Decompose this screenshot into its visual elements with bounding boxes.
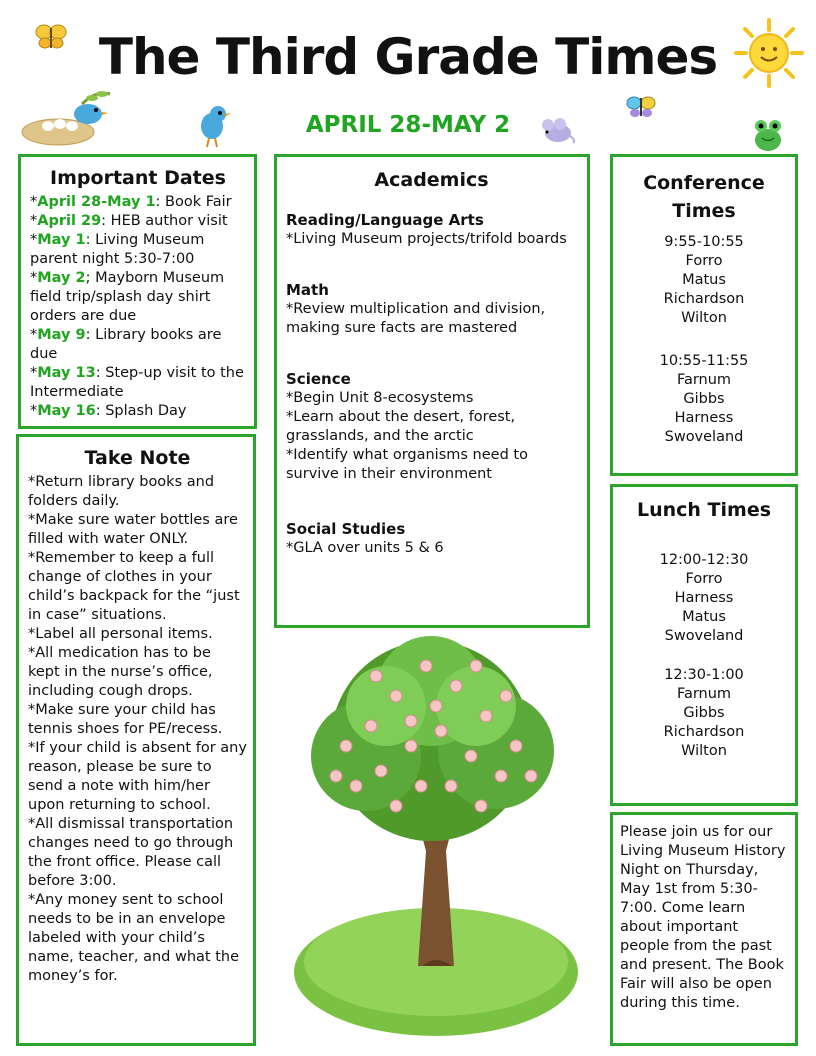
date-item: *May 16: Splash Day <box>30 403 187 419</box>
slot-name: Wilton <box>681 743 727 759</box>
date-item: *May 1: Living Museum parent night 5:30-7:00 <box>30 232 205 267</box>
important-dates-heading: Important Dates <box>50 167 226 189</box>
date-item: *May 2; Mayborn Museum field trip/splash day shirt orders are due <box>30 270 225 324</box>
slot-time: 10:55-11:55 <box>659 353 749 369</box>
lunch-times-box <box>610 484 798 806</box>
important-dates-list <box>30 193 246 421</box>
slot-name: Matus <box>682 609 726 625</box>
slot-name: Forro <box>685 253 723 269</box>
slot-name: Farnum <box>676 686 732 702</box>
announcement-box <box>610 812 798 1046</box>
announcement-text: Please join us for our Living Museum History Night on Thursday, May 1st from 5:30-7:00. Come learn about important people from the past and present. The Book Fair will also be open during this time. <box>620 824 786 1011</box>
date-range: APRIL 28-MAY 2 <box>305 112 511 138</box>
academics-heading: Academics <box>374 169 489 191</box>
note-item: *Make sure your child has tennis shoes for PE/recess. <box>28 702 223 737</box>
note-item: *Return library books and folders daily. <box>28 474 215 509</box>
note-item: *If your child is absent for any reason, please be sure to send a note with him/her upon returning to school. <box>28 740 247 813</box>
social-studies-line: *GLA over units 5 & 6 <box>286 540 444 556</box>
slot-name: Matus <box>682 272 726 288</box>
slot-name: Forro <box>685 571 723 587</box>
conference-heading: Conference Times <box>643 172 765 222</box>
slot-name: Gibbs <box>683 705 725 721</box>
lunch-heading: Lunch Times <box>636 499 772 521</box>
lunch-slot <box>617 666 791 761</box>
slot-name: Farnum <box>676 372 732 388</box>
science-heading: Science <box>286 370 351 388</box>
note-item: *Make sure water bottles are filled with water ONLY. <box>28 512 238 547</box>
date-item: *May 13: Step-up visit to the Intermediate <box>30 365 244 400</box>
note-item: *All medication has to be kept in the nurse’s office, including cough drops. <box>28 645 213 699</box>
note-item: *All dismissal transportation changes need to go through the front office. Please call before 3:00. <box>28 816 234 889</box>
slot-name: Harness <box>674 590 734 606</box>
slot-name: Harness <box>674 410 734 426</box>
academics-box <box>274 154 590 628</box>
important-dates-box <box>18 154 257 429</box>
take-note-box <box>16 434 256 1046</box>
math-heading: Math <box>286 281 329 299</box>
slot-name: Gibbs <box>683 391 725 407</box>
slot-time: 12:30-1:00 <box>664 667 744 683</box>
note-item: *Remember to keep a full change of clothes in your child’s backpack for the “just in case” situations. <box>28 550 240 623</box>
slot-name: Richardson <box>663 291 745 307</box>
science-line: *Identify what organisms need to survive in their environment <box>286 447 528 482</box>
math-line: *Review multiplication and division, making sure facts are mastered <box>286 301 546 336</box>
slot-time: 9:55-10:55 <box>664 234 744 250</box>
tree-illustration <box>276 636 586 1046</box>
conference-times-box <box>610 154 798 476</box>
science-line: *Learn about the desert, forest, grasslands, and the arctic <box>286 409 516 444</box>
note-item: *Any money sent to school needs to be in an envelope labeled with your child’s name, teacher, and what the money’s for. <box>28 892 240 984</box>
reading-heading: Reading/Language Arts <box>286 211 484 229</box>
conference-slot <box>617 233 791 328</box>
date-item: *April 29: HEB author visit <box>30 213 228 229</box>
slot-time: 12:00-12:30 <box>659 552 749 568</box>
science-line: *Begin Unit 8-ecosystems <box>286 390 474 406</box>
lunch-slot <box>617 551 791 646</box>
newsletter-title: The Third Grade Times <box>98 28 718 86</box>
slot-name: Swoveland <box>664 429 744 445</box>
take-note-list <box>28 473 247 986</box>
slot-name: Swoveland <box>664 628 744 644</box>
slot-name: Wilton <box>681 310 727 326</box>
note-item: *Label all personal items. <box>28 626 213 642</box>
date-item: *April 28-May 1: Book Fair <box>30 194 232 210</box>
reading-line: *Living Museum projects/trifold boards <box>286 231 567 247</box>
conference-slot <box>617 352 791 447</box>
take-note-heading: Take Note <box>84 447 191 469</box>
academics-content <box>286 211 577 558</box>
slot-name: Richardson <box>663 724 745 740</box>
date-item: *May 9: Library books are due <box>30 327 222 362</box>
social-studies-heading: Social Studies <box>286 520 406 538</box>
